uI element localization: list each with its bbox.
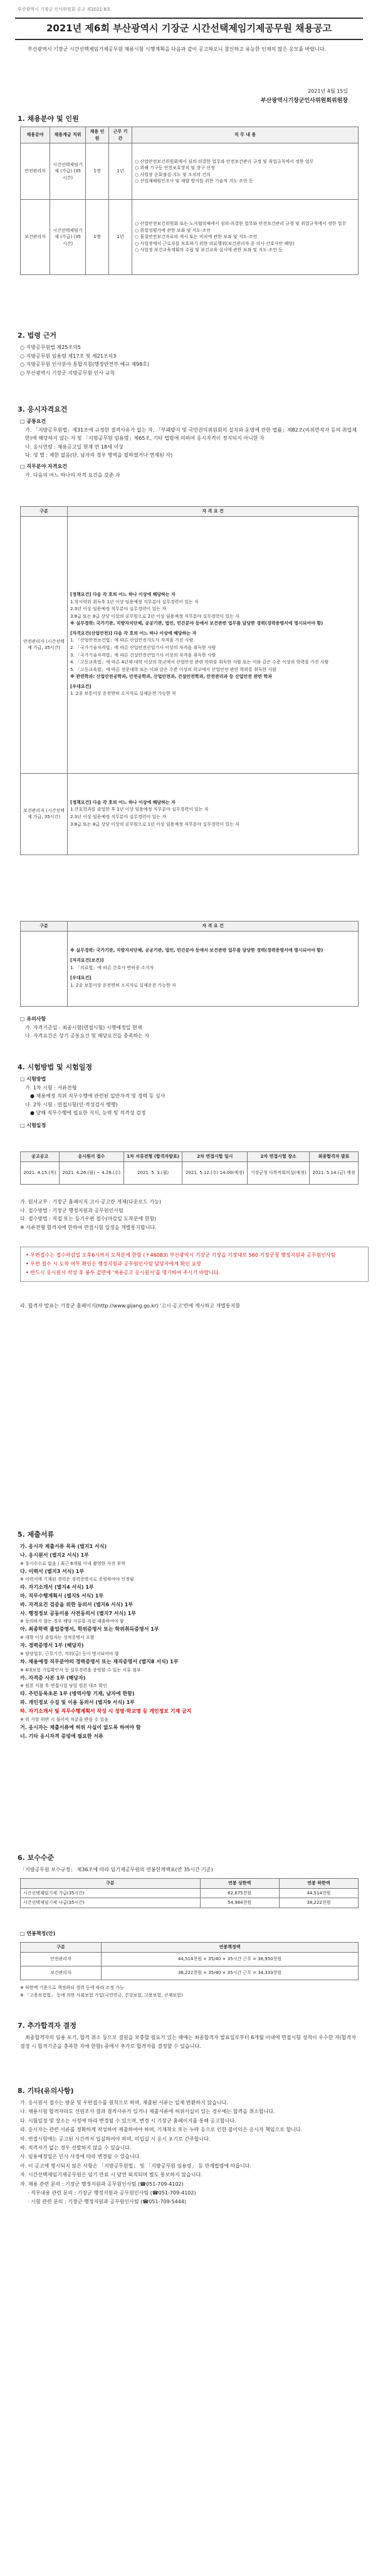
- salary-desc: 「지방공무원 보수규정」 제36조에 따라 임기제공무원의 연봉한계액표(연 35시간 기준): [20, 1867, 213, 1872]
- special-label: □ 직무분야 자격요건: [20, 463, 67, 469]
- list-item: 가. 자격기준일 : 최종시험(면접시험) 시행예정일 현재: [25, 1024, 142, 1031]
- list-item: 하. 자기소개서 및 직무수행계획서 작성 시 성명·학교명 등 개인정보 기재 금지: [20, 1708, 192, 1714]
- recruit-field-table: [20, 127, 359, 275]
- cell: 38,222천원 × 35/40 × 35시간 근무 = 34,333천원: [102, 1966, 359, 1980]
- list-item: 라. 자기소개서 (별지4 서식) 1부: [20, 1584, 94, 1591]
- notice-line: • 우편 접수 시 도착 여부 확인은 행정지원과 공무원인사팀 담당자에게 확인 요망: [26, 1261, 201, 1267]
- req-safety: [68, 516, 359, 773]
- list-item: 아. 최종학력 졸업증명서, 학위증명서 또는 학위취득증명서 1부: [20, 1626, 159, 1633]
- list-item: 카. 자격증 사본 1부 (해당자): [20, 1675, 86, 1681]
- count-health: 1명: [86, 200, 109, 275]
- notes-label: □ 유의사항: [20, 1016, 46, 1022]
- req-line: 1.간호학과를 졸업한 후 1년 이상 임용예정 직무분야 실무경력이 있는 자: [70, 807, 209, 813]
- cell: 2021. 5. 3.(월): [123, 1161, 182, 1184]
- list-item: 사. 행정정보 공동이용 사전동의서 (별지7 서식) 1부: [20, 1610, 137, 1616]
- cell: 38,222천원: [279, 1898, 358, 1908]
- cell: 시간선택제임기제 가급(35시간): [21, 1888, 201, 1898]
- schedule-label: □ 시험일정: [20, 1122, 46, 1128]
- issuer: 부산광역시기장군인사위원회위원장: [260, 98, 348, 104]
- col-interview-place: 2차 면접시험 장소: [248, 1152, 310, 1162]
- salary-calc-table: [20, 1942, 359, 1980]
- col-final: 최종합격자 발표: [310, 1152, 359, 1162]
- schedule-notes: [20, 1198, 359, 1232]
- list-item: ● 당해 직무수행에 필요한 지식, 능력 및 적격성 검정: [30, 1110, 146, 1116]
- cell: 54,984천원: [200, 1898, 279, 1908]
- additional-pass-text: 최종합격자의 임용 포기, 합격 취소 등으로 결원을 보충할 필요가 있는 때에는 최종합격자 발표일로부터 6개월 이내에 면접시험 성적이 우수한 자(합격자 결정 시 합격기준을 충족한 자에 한함) 중에서 추가로 합격자를 결정할 수 있습니다.: [20, 2035, 356, 2049]
- list-item: 나. 응시연령 : 채용공고일 현재 만 18세 이상: [25, 444, 123, 450]
- period-health: 1년: [109, 200, 132, 275]
- notes-block: [20, 1015, 359, 1041]
- col-requirements: 자 격 요 건: [68, 922, 359, 932]
- section-1-title: 1. 채용분야 및 인원: [18, 115, 79, 123]
- req-line: 1. 「의료법」에 따른 간호사 면허증 소지자: [70, 965, 154, 971]
- table-row: [21, 143, 359, 200]
- announcement-date: 2021년 4월 15일: [308, 88, 348, 94]
- table-row: [21, 200, 359, 275]
- col-rank: 채용계급 직위: [50, 127, 86, 143]
- method-block: [20, 1075, 359, 1130]
- req-head: [우대요건]: [70, 683, 92, 689]
- list-item: 거. 응시자는 제출서류에 허위 사실이 없도록 하여야 함: [20, 1724, 141, 1730]
- list-item: ※ 원본 지참 후 면접시험 당일 원본 대조 확인: [20, 1683, 107, 1689]
- col-calc: 연봉책정액: [102, 1943, 359, 1953]
- common-requirements: [20, 417, 359, 479]
- contact-line: · 시험 관련 문의 : 기장군 행정지원과 공무원인사팀 (☎051-709-5444): [28, 2199, 187, 2205]
- col-doc-review: 1차 서류전형 (합격자발표): [123, 1152, 182, 1162]
- announcement-title-bar: [15, 18, 363, 40]
- contact-line: · 직무내용 관련 문의 : 기장군 행정지원과 공무원인사팀 (☎051-709-4102): [28, 2189, 196, 2196]
- duty-line: ○ 사업장 순회점검·지도 및 조치의 건의: [135, 172, 211, 177]
- common-label: □ 공통요건: [20, 418, 46, 424]
- list-item: 나. 응시원서 (별지2 서식) 1부: [20, 1552, 89, 1558]
- list-item: ※ 담당업무, 근무기간, 직위(급) 등이 명시되어야 함: [20, 1651, 119, 1656]
- method-label: □ 시험방법: [20, 1076, 46, 1082]
- type-health: 보건관리자 (시간선택제 가급, 35시간): [21, 773, 68, 854]
- qualification-table: [20, 506, 359, 855]
- list-item: ○ 지방공무원 인사분야 통합지침(행정안전부 예규 제98호): [20, 361, 150, 368]
- list-item: 나. 채용시험 합격자라도 신원조사 결과 결격사유가 있거나 제출서류에 허위사실이 있는 경우에는 합격을 취소합니다.: [20, 2109, 275, 2115]
- field-health: 보건관리자: [21, 200, 50, 275]
- intro-text: 부산광역시 기장군 시간선택제임기제공무원 채용시험 시행계획을 다음과 같이 공고하오니 참신하고 유능한 인재의 많은 응모를 바랍니다.: [28, 46, 327, 52]
- list-item: ● 채용예정 직위 직무수행에 관련된 일반자격 및 경력 등 심사: [30, 1093, 165, 1099]
- rank-health: 시간선택제임기제 (가급) (35시간): [50, 200, 86, 275]
- col-type: 구분: [21, 922, 68, 932]
- salary-table: [20, 1878, 359, 1908]
- cell: 기장군청 다목적회의실(예정): [248, 1161, 310, 1184]
- req-line: 3.8급 또는 8급 상당 이상의 공무원으로 1년 이상 임용예정 직무분야 실무경력이 있는 자: [70, 821, 239, 827]
- list-item: 사. 임용예정일은 인사 사정에 따라 변경될 수 있습니다.: [20, 2154, 141, 2160]
- req-line: 3.8급 또는 8급 상당 이상의 공무원으로 2년 이상 임용예정 직무분야 실무경력이 있는 자: [70, 613, 239, 619]
- col-requirements: 자 격 요 건: [68, 507, 359, 517]
- col-type: 구분: [21, 1879, 201, 1889]
- req-head: [자격요건(보건)]: [70, 958, 104, 963]
- type-blank: [21, 931, 68, 1006]
- section-3-title: 3. 응시자격요건: [18, 405, 68, 413]
- cell: 44,514천원 × 35/40 × 35시간 근무 = 38,950천원: [102, 1952, 359, 1966]
- qualification-table-cont: [20, 921, 359, 1007]
- period-safety: 1년: [109, 143, 132, 200]
- list-item: 마. 면접시험에는 공고된 시간까지 입실하여야 하며, 미입실 시 응시 포기로 간주합니다.: [20, 2136, 211, 2142]
- list-item: 자. 경력증명서 1부 (해당자): [20, 1643, 84, 1649]
- req-head: [우대요건]: [70, 975, 92, 980]
- col-upper: 연봉 상한액: [200, 1879, 279, 1889]
- section-7-title: 7. 추가합격자 결정: [18, 2022, 76, 2030]
- list-item: ※ 응시수수료 없음 / 최근 6개월 이내 촬영한 사진 부착: [20, 1561, 125, 1566]
- duty-line: ○ 위험성평가에 관한 보좌 및 지도·조언: [135, 227, 211, 233]
- req-head: [자격요건(산업안전)] 다음 각 호의 어느 하나 이상에 해당하는 자: [70, 630, 197, 636]
- req-line: 1. 「산업안전보건법」에 따른 산업안전지도사 자격을 가진 사람: [70, 638, 194, 643]
- list-item: 바. 자격요건 검증을 위한 동의서 (별지6 서식) 1부: [20, 1601, 134, 1607]
- req-health-cont: [68, 931, 359, 1006]
- list-item: 다. 접수방법 : 직접 또는 등기우편 접수(마감일 도착분에 한함): [20, 1216, 157, 1222]
- salary-notes: [20, 1985, 359, 2000]
- col-notice: 공고공고: [21, 1152, 60, 1162]
- list-item: ※ 「고용보험법」 등에 의한 사회보험 가입(국민연금, 건강보험, 고용보험, 산재보험): [20, 1992, 183, 1998]
- announcement-number: 부산광역시 기장군 인사위원회 공고 제2021-8호: [18, 7, 111, 12]
- list-item: ※ 하한액 기준으로 책정하되 경력 등에 따라 조정 가능: [20, 1985, 124, 1990]
- col-lower: 연봉 하한액: [279, 1879, 358, 1889]
- list-item: 차. 채용 관련 문의 : 기장군 행정지원과 공무원인사팀 (☎051-709-4102): [20, 2181, 184, 2187]
- list-item: ○ 지방공무원 임용령 제17조 및 제21조의3: [20, 353, 117, 359]
- section-8-title: 8. 기타(유의사항): [18, 2087, 74, 2095]
- req-line: 5. 「고등교육법」에 따른 전문대학 또는 이와 같은 수준 이상의 학교에서 산업안전 관련 학위를 취득한 사람: [70, 667, 277, 672]
- notice-line: • 반드시 응시원서 작성 후 봉투 겉면에 '채용공고 응시원서'를 명기하여 주시기 바랍니다.: [26, 1270, 221, 1275]
- type-safety: 안전관리자 (시간선택제 가급, 35시간): [21, 516, 68, 773]
- duty-line: ○ 산업안전보건위원회 또는 노사협의체에서 심의·의결한 업무와 안전보건관리 규정 및 취업규칙에서 정한 업무: [135, 221, 347, 227]
- homepage-note: 라. 합격자 발표는 기장군 홈페이지(http://www.gijang.go.kr) '고시·공고'란에 게시하고 개별통지함: [20, 1303, 240, 1309]
- section-6-title: 6. 보수수준: [18, 1854, 55, 1862]
- list-item: 라. 응시자는 관련 서류를 정확하게 작성하여 제출하여야 하며, 기재착오 또는 누락 등으로 인한 불이익은 응시자 책임으로 합니다.: [20, 2127, 303, 2133]
- list-item: 가. 원서교부 : 기장군 홈페이지 고시·공고란 게재(다운로드 가능): [20, 1199, 162, 1205]
- section-5-title: 5. 제출서류: [18, 1530, 55, 1539]
- req-line: 4. 「고등교육법」에 따른 4년제 대학 이상의 학교에서 산업안전 관련 학위를 취득한 사람 또는 이와 같은 수준 이상의 학력을 가진 사람: [70, 660, 329, 665]
- list-item: ※ 이력서에 기재된 경력은 경력증명서로 증빙하여야 인정됨: [20, 1577, 134, 1582]
- list-item: 자. 시간선택제임기제공무원은 임기 만료 시 당연 퇴직되며 별도 통보하지 않습니다.: [20, 2172, 202, 2178]
- list-item: 나. 자격요건은 상기 공통요건 및 해당요건을 충족하는 자: [25, 1033, 150, 1039]
- req-health: [68, 773, 359, 854]
- duty-line: ○ 물질안전보건자료의 게시 또는 비치에 관한 보좌 및 지도·조언: [135, 234, 258, 240]
- documents-list: [20, 1542, 359, 1740]
- cell: 안전관리자: [21, 1952, 102, 1966]
- col-duties: 직 무 내 용: [132, 127, 359, 143]
- req-line: 2. 「국가기술자격법」에 따른 산업안전산업기사 이상의 자격을 취득한 사람: [70, 645, 216, 650]
- col-count: 채용 인원: [86, 127, 109, 143]
- duty-line: ○ 위해 기구등 안전보호장치 및 장구 선정: [135, 165, 215, 170]
- duty-line: ○ 산업안전보건위원회에서 심의·의결한 업무와 안전보건관리 규정 및 취업규칙에서 정한 업무: [135, 158, 314, 164]
- table-row: [21, 1966, 359, 1980]
- col-period: 근무 기간: [109, 127, 132, 143]
- req-line: 1.학사학위 취득후 1년 이상 임용예정 직무분야 실무경력이 있는 자: [70, 599, 199, 605]
- schedule-table: [20, 1151, 359, 1185]
- col-apply: 응시원서 접수: [59, 1152, 123, 1162]
- col-interview-date: 2차 면접시험 일시: [182, 1152, 248, 1162]
- notice-line: • 우편접수는 접수마감일 오후6시까지 도착분에 한함 (〒46083) 부산광역시 기장군 기장읍 기장대로 560 기장군청 행정지원과 공무원인사팀: [26, 1252, 336, 1258]
- cell: 62,675천원: [200, 1888, 279, 1898]
- col-type: 구분: [21, 507, 68, 517]
- mail-notice-box: [20, 1247, 369, 1282]
- cell: 보건관리자: [21, 1966, 102, 1980]
- duty-line: ○ 산업재해원인조사 및 재발 방지를 위한 기술적 지도·조언 등: [135, 179, 253, 184]
- req-note: ※ 관련학과: 산업안전공학과, 안전공학과, 산업안전과, 건설안전학과, 안전관리과 등 산업안전 관련 학과: [70, 674, 272, 680]
- list-item: 다. 시험일정 및 장소는 사정에 따라 변경될 수 있으며, 변경 시 기장군 홈페이지를 통해 공고합니다.: [20, 2117, 236, 2124]
- list-item: 파. 개인정보 수집 및 이용 동의서 (별지9 서식) 1부: [20, 1700, 135, 1706]
- table-row: [21, 1888, 359, 1898]
- cell: 시간선택제임기제 나급(35시간): [21, 1898, 201, 1908]
- req-note: ※ 실무경력: 국가기관, 지방자치단체, 공공기관, 법인, 민간분야 등에서 보건관련 업무를 담당한 경력(경력증명서에 명시되어야 함): [70, 621, 323, 626]
- list-item: 가. 다음의 어느 하나의 자격 요건을 갖춘 자: [25, 472, 120, 478]
- list-item: 나. 2차 시험 : 면접시험(인·적성검사 병행): [25, 1101, 118, 1108]
- cell: 2021. 4.15.(목): [21, 1161, 60, 1184]
- cell: 2021. 5.14.(금) 예정: [310, 1161, 359, 1184]
- misc-notes: [20, 2099, 359, 2207]
- list-item: 가. 「지방공무원법」제31조에 규정한 결격사유가 없는 자, 「부패방지 및 국민권익위원회의 설치와 운영에 관한 법률」제82조(비위면직자 등의 취업제한)에 해당하지 않는 자 및 「지방공무원 임용령」제65조, 기타 법령에 의하여 응시자격이 정지되지 아니한 자: [25, 427, 357, 442]
- duty-line: ○ 사업장 보건교육계획의 수립 및 보건교육 실시에 관한 보좌 및 지도·조언 등: [135, 247, 283, 253]
- duties-safety: [132, 143, 359, 200]
- announcement-title: 2021년 제6회 부산광역시 기장군 시간선택제임기제공무원 채용공고: [46, 23, 332, 34]
- req-line: 1. 2종 보통이상 운전면허 소지자로 실제운전 가능한 자: [70, 691, 176, 697]
- list-item: ※ 대학 이상 졸업자는 성적증명서 포함: [20, 1635, 95, 1641]
- list-item: ※ 동의하지 않는 경우 해당 서류를 직접 제출하여야 함: [20, 1619, 124, 1624]
- col-field: 채용분야: [21, 127, 50, 143]
- list-item: 너. 기타 응시자격 증빙에 필요한 서류: [20, 1733, 103, 1739]
- count-safety: 1명: [86, 143, 109, 200]
- list-item: 가. 응시원서 접수는 방문 및 우편접수를 원칙으로 하며, 제출된 서류는 일체 반환하지 않습니다.: [20, 2100, 228, 2106]
- duties-health: [132, 200, 359, 275]
- list-item: ※ 위 사항 위반 시 불이익 처분을 받을 수 있음: [20, 1716, 108, 1722]
- section-2-title: 2. 법령 근거: [18, 331, 56, 340]
- table-row: [21, 931, 359, 1006]
- col-type: 구분: [21, 1943, 102, 1953]
- list-item: 바. 적격자가 없는 경우 선발하지 않을 수 있습니다.: [20, 2144, 132, 2151]
- table-row: [21, 516, 359, 773]
- duty-line: ○ 사업장에서 근로자를 보호하기 위한 의료행위(보건관리자 중 의사·간호사만 해당): [135, 241, 295, 246]
- list-item: 마. 직무수행계획서 (별지5 서식) 1부: [20, 1593, 104, 1599]
- salary-calc-label: □ 연봉책정(안): [20, 1931, 56, 1936]
- list-item: ○ 지방공무원법 제25조의5: [20, 345, 81, 350]
- legal-basis-list: [20, 343, 359, 377]
- list-item: 타. 주민등록초본 1부 (병역사항 기재, 남자에 한함): [20, 1691, 135, 1697]
- list-item: ○ 부산광역시 기장군 지방공무원 인사 규칙: [20, 370, 115, 376]
- list-item: ※ 4대보험 가입확인서 등 실무경력을 증빙할 수 있는 서류 첨부: [20, 1667, 141, 1673]
- table-row: [21, 1898, 359, 1908]
- req-line: 3. 「국가기술자격법」에 따른 건설안전산업기사 이상의 자격을 취득한 사람: [70, 652, 216, 658]
- list-item: 가. 1차 시험 : 서류전형: [25, 1084, 77, 1091]
- table-row: [21, 1161, 359, 1184]
- req-note: ※ 실무경력: 국가기관, 지방자치단체, 공공기관, 법인, 민간분야 등에서 보건관련 업무를 담당한 경력(경력증명서에 명시되어야 함): [70, 948, 323, 953]
- list-item: 다. 이력서 (별지3 서식) 1부: [20, 1568, 85, 1574]
- req-head: [정책요건] 다음 각 호의 어느 하나 이상에 해당하는 자: [70, 799, 176, 805]
- list-item: 나. 접수방법 : 기장군 행정지원과 공무원인사팀: [20, 1207, 123, 1213]
- list-item: ※ 서류전형 합격자에 한하여 면접시험 일정을 개별통지합니다.: [20, 1224, 157, 1230]
- table-row: [21, 773, 359, 854]
- list-item: 다. 성 별 : 제한 없음(단, 남자의 경우 병역을 필하였거나 면제된 자): [25, 452, 173, 459]
- rank-safety: 시간선택제임기제 (가급) (35시간): [50, 143, 86, 200]
- cell: 2021. 5.12.(수) 14:00(예정): [182, 1161, 248, 1184]
- req-line: 1. 2종 보통이상 운전면허 소지자로 실제운전 가능한 자: [70, 982, 176, 988]
- cell: 44,514천원: [279, 1888, 358, 1898]
- field-safety: 안전관리자: [21, 143, 50, 200]
- list-item: 아. 이 공고에 명시되지 않은 사항은 「지방공무원법」 및 「지방공무원 임용령」 등 관계법령에 따릅니다.: [20, 2163, 251, 2169]
- req-head: [정책요건] 다음 각 호의 어느 하나 이상에 해당하는 자: [70, 592, 176, 598]
- cell: 2021. 4.26.(월) ~ 4.28.(수): [59, 1161, 123, 1184]
- req-line: 2.3년 이상 임용예정 직무분야 실무경력이 있는 자: [70, 606, 166, 612]
- req-line: 2.3년 이상 임용예정 직무분야 실무경력이 있는 자: [70, 814, 166, 819]
- table-row: [21, 1952, 359, 1966]
- section-4-title: 4. 시험방법 및 시험일정: [18, 1063, 92, 1071]
- list-item: 차. 채용예정 직무분야의 경력증명서 또는 재직증명서 (별지8 서식) 1부: [20, 1658, 179, 1665]
- list-item: 가. 응시자 제출서류 목록 (별지1 서식): [20, 1544, 107, 1549]
